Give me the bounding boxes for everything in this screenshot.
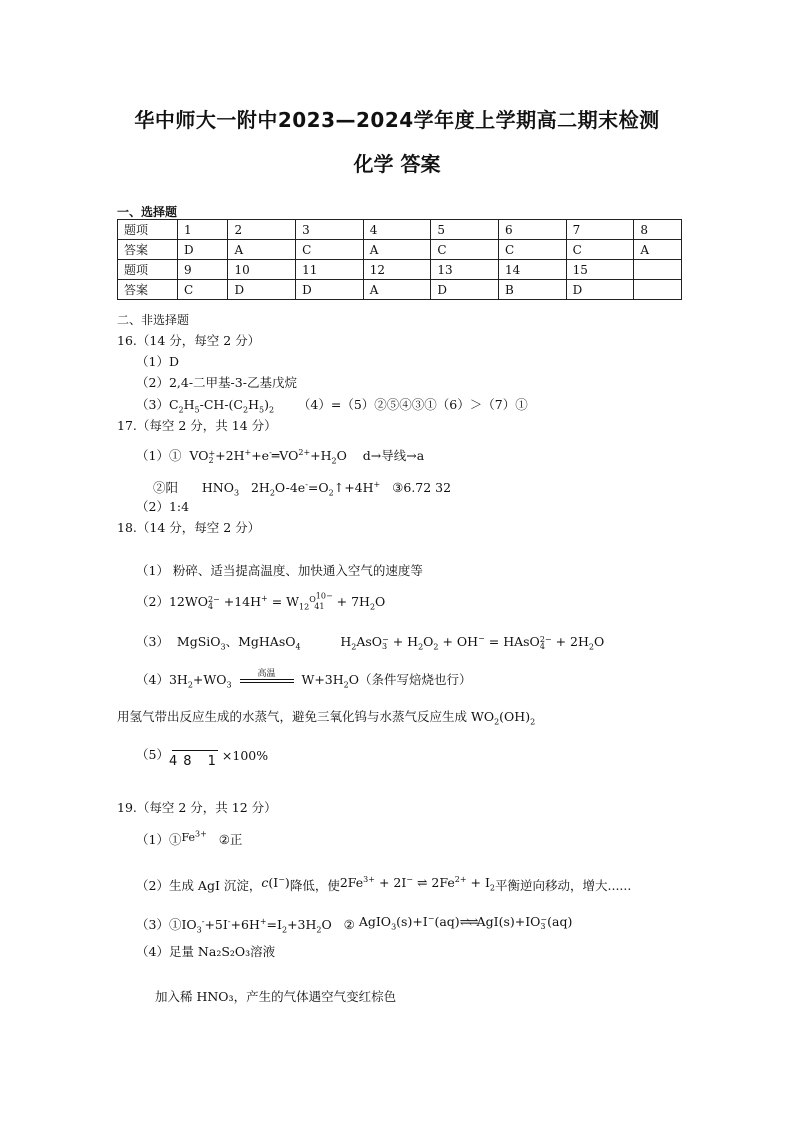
table-cell: A	[363, 280, 431, 300]
q18-answer-3: （3） MgSiO$_3$、MgHAsO$_4$ $H_2AsO-$ $3 + H_2O_2 + OH^-$ = HAsO2− $4 + 2H_2O$	[136, 633, 605, 652]
q19-answer-5: 加入稀 HNO₃，产生的气体遇空气变红棕色	[155, 989, 397, 1004]
q18-a5-suffix: ×100%	[221, 748, 269, 763]
q16-a3-rest: （4）=（5）②⑤④③①（6）＞（7）①	[297, 397, 528, 412]
q19-a2-mid: 降低，使	[289, 878, 340, 893]
q18-a5-prefix: （5）	[136, 747, 169, 762]
q16-answer-2: （2）2,4-二甲基-3-乙基戊烷	[136, 375, 297, 390]
table-cell: C	[499, 240, 567, 260]
table-cell: 答案	[118, 240, 178, 260]
q19-header: 19.（每空 2 分，共 12 分）	[117, 800, 277, 815]
q16-answer-3: $(3)C_2H_5-CH-(C_2H_5)_2$ （4）=（5）②⑤④③①（6）＞（7）①	[136, 397, 528, 415]
reaction-condition-arrow	[240, 668, 294, 688]
q19-a2-prefix: （2）生成 AgI 沉淀，	[136, 878, 262, 893]
table-cell: 13	[431, 260, 499, 280]
document-subtitle: 化学 答案	[353, 152, 441, 176]
document-title: 华中师大一附中2023—2024学年度上学期高二期末检测	[134, 108, 660, 132]
table-cell: A	[634, 240, 682, 260]
q19-a1-mid: ②正	[218, 832, 243, 847]
q17-a2-prefix: ②阳	[153, 480, 179, 495]
q18-answer-4: $(4)3H_2+WO_3$ 高温 $W+3H_2O$（条件写焙烧也行）	[136, 670, 472, 688]
table-cell: 题项	[118, 260, 178, 280]
table-row	[118, 260, 682, 280]
q19-answer-3: $(3)①IO_3^-+5I^-+6H^+=I_2+3H_2O$ ② AgIO$_3$(s)+I−(aq)⇌⇌AgI(s)+IO− 3 (aq)	[136, 913, 573, 935]
table-cell: 答案	[118, 280, 178, 300]
q18-answer-1: （1） 粉碎、适当提高温度、加快通入空气的速度等	[136, 563, 423, 578]
q17-answer-2: ②阳 $HNO_3$ $2H_2O-4e^-=O_2↑+4H^+$ ③6.72 32	[153, 479, 452, 498]
table-cell: 2	[228, 220, 296, 240]
table-cell: 1	[178, 220, 228, 240]
q19-a2-tail: 平衡逆向移动，增大......	[495, 878, 632, 893]
q19-answer-1: $(1)①Fe^{3+}$ ②正	[136, 829, 243, 847]
table-cell: C	[178, 280, 228, 300]
table-cell: 15	[566, 260, 634, 280]
table-cell: 3	[296, 220, 364, 240]
q18-header: 18.（14 分，每空 2 分）	[117, 520, 261, 535]
table-cell: D	[228, 280, 296, 300]
q19-a1-prefix: （1）①	[136, 832, 182, 847]
table-cell: 7	[566, 220, 634, 240]
q17-a1-tail: d→导线→a	[362, 448, 425, 463]
table-cell: 题项	[118, 220, 178, 240]
q17-answer-1: （1）① VO+ $2 +2H^++e^-═VO^{2+}+H_2O$ d→导线→a	[136, 447, 425, 466]
table-cell	[634, 260, 682, 280]
answer-table	[117, 219, 682, 300]
q18-a4-explain-text: 用氢气带出反应生成的水蒸气，避免三氧化钨与水蒸气反应生成 WO	[117, 709, 495, 724]
table-cell: D	[431, 280, 499, 300]
section-heading-nonchoice: 二、非选择题	[117, 313, 190, 327]
q16-header: 16.（14 分，每空 2 分）	[117, 333, 261, 348]
table-cell: 5	[431, 220, 499, 240]
q16-a3-prefix: （3）C	[136, 397, 179, 412]
q19-answer-4: （4）足量 Na₂S₂O₃溶液	[136, 944, 276, 959]
table-cell: 8	[634, 220, 682, 240]
table-row	[118, 280, 682, 300]
q18-answer-2: （2）12WO2− $4 +14H^+ = W_{12}O^{10-}$ $41 + 7H_2O$	[136, 590, 386, 612]
table-cell	[634, 280, 682, 300]
q18-a4-note: （条件写焙烧也行）	[359, 672, 472, 687]
table-cell: D	[566, 280, 634, 300]
table-cell: C	[566, 240, 634, 260]
table-cell: B	[499, 280, 567, 300]
table-cell: D	[178, 240, 228, 260]
q18-answer-5	[136, 742, 268, 769]
table-cell: 12	[363, 260, 431, 280]
table-cell: D	[296, 280, 364, 300]
table-cell: 10	[228, 260, 296, 280]
q17-answer-3: （2）1:4	[136, 499, 190, 514]
table-cell: 6	[499, 220, 567, 240]
table-cell: C	[431, 240, 499, 260]
table-row	[118, 220, 682, 240]
table-cell: C	[296, 240, 364, 260]
table-row	[118, 240, 682, 260]
table-cell: 9	[178, 260, 228, 280]
q17-a2-hno3: HNO	[201, 480, 234, 495]
table-cell: 14	[499, 260, 567, 280]
condition-label: 高温	[257, 668, 276, 679]
section-heading-choice: 一、选择题	[117, 205, 178, 219]
q19-answer-2: （2）生成 AgI 沉淀，c(I−)降低，使$2Fe^{3+} + 2I^-$ ⇌ $2Fe^{2+} + I_2$平衡逆向移动，增大......	[136, 874, 632, 893]
fraction	[169, 742, 222, 769]
table-cell: A	[228, 240, 296, 260]
q17-header: 17.（每空 2 分，共 14 分）	[117, 418, 277, 433]
table-cell: 4	[363, 220, 431, 240]
q17-a2-tail: ③6.72 32	[392, 480, 452, 495]
q16-answer-1: （1）D	[136, 354, 179, 369]
fraction-denominator: 48 1	[168, 754, 222, 769]
q18-answer-4-explain: 用氢气带出反应生成的水蒸气，避免三氧化钨与水蒸气反应生成 $WO_2(OH)_2$	[117, 709, 536, 727]
table-cell: 11	[296, 260, 364, 280]
table-cell: A	[363, 240, 431, 260]
